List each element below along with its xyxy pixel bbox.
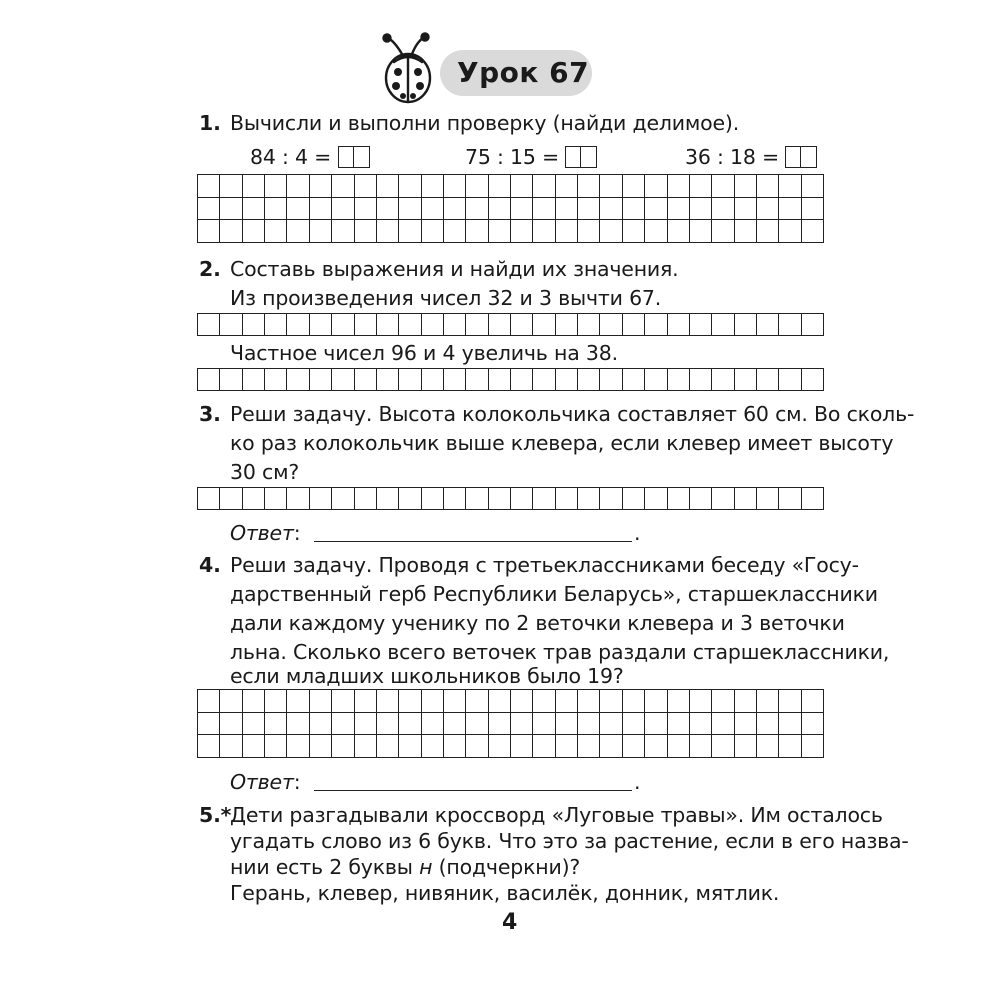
grid-cell[interactable] bbox=[355, 690, 377, 713]
grid-cell[interactable] bbox=[578, 713, 600, 736]
grid-cell[interactable] bbox=[623, 488, 645, 510]
grid-cell[interactable] bbox=[377, 198, 399, 221]
grid-cell[interactable] bbox=[355, 735, 377, 758]
grid-cell[interactable] bbox=[287, 369, 309, 391]
grid-cell[interactable] bbox=[511, 198, 533, 221]
grid-cell[interactable] bbox=[422, 369, 444, 391]
answer-box[interactable] bbox=[354, 146, 370, 168]
task3-line: Реши задачу. Высота колокольчика составляет 60 см. Во сколь- bbox=[230, 402, 915, 426]
grid-cell[interactable] bbox=[466, 369, 488, 391]
grid-cell[interactable] bbox=[735, 488, 757, 510]
grid-cell[interactable] bbox=[600, 369, 622, 391]
grid-cell[interactable] bbox=[489, 314, 511, 336]
grid-cell[interactable] bbox=[735, 220, 757, 243]
grid-cell[interactable] bbox=[399, 198, 421, 221]
task1-text: Вычисли и выполни проверку (найди делимое). bbox=[230, 111, 740, 135]
grid-cell[interactable] bbox=[355, 220, 377, 243]
grid-cell[interactable] bbox=[802, 198, 824, 221]
grid-cell[interactable] bbox=[332, 314, 354, 336]
grid-cell[interactable] bbox=[690, 314, 712, 336]
grid-cell[interactable] bbox=[377, 488, 399, 510]
grid-cell[interactable] bbox=[377, 175, 399, 198]
task2-line1: Из произведения чисел 32 и 3 вычти 67. bbox=[230, 286, 662, 310]
grid-cell[interactable] bbox=[556, 735, 578, 758]
grid-cell[interactable] bbox=[220, 735, 242, 758]
grid-cell[interactable] bbox=[757, 220, 779, 243]
grid-cell[interactable] bbox=[377, 314, 399, 336]
grid-cell[interactable] bbox=[422, 488, 444, 510]
grid-cell[interactable] bbox=[668, 713, 690, 736]
grid-cell[interactable] bbox=[600, 713, 622, 736]
grid-cell[interactable] bbox=[332, 220, 354, 243]
task3-line: ко раз колокольчик выше клевера, если клевер имеет высоту bbox=[230, 431, 894, 455]
grid-cell[interactable] bbox=[623, 735, 645, 758]
grid-cell[interactable] bbox=[220, 369, 242, 391]
grid-cell[interactable] bbox=[399, 175, 421, 198]
grid-cell[interactable] bbox=[444, 369, 466, 391]
grid-cell[interactable] bbox=[422, 198, 444, 221]
task4-line: Реши задачу. Проводя с третьеклассниками беседу «Госу- bbox=[230, 553, 859, 577]
grid-cell[interactable] bbox=[802, 735, 824, 758]
grid-cell[interactable] bbox=[690, 220, 712, 243]
grid-cell[interactable] bbox=[668, 314, 690, 336]
grid-cell[interactable] bbox=[578, 369, 600, 391]
task4-grid[interactable] bbox=[197, 689, 824, 758]
grid-cell[interactable] bbox=[690, 488, 712, 510]
grid-cell[interactable] bbox=[220, 713, 242, 736]
grid-cell[interactable] bbox=[444, 690, 466, 713]
grid-cell[interactable] bbox=[645, 735, 667, 758]
grid-cell[interactable] bbox=[533, 314, 555, 336]
grid-cell[interactable] bbox=[511, 488, 533, 510]
grid-cell[interactable] bbox=[757, 314, 779, 336]
task4-number: 4. bbox=[199, 553, 221, 577]
grid-cell[interactable] bbox=[556, 713, 578, 736]
grid-cell[interactable] bbox=[287, 198, 309, 221]
task2-text: Составь выражения и найди их значения. bbox=[230, 257, 679, 281]
task5-line1: Дети разгадывали кроссворд «Луговые травы». Им осталось bbox=[230, 803, 883, 827]
answer-box[interactable] bbox=[801, 146, 817, 168]
grid-cell[interactable] bbox=[310, 198, 332, 221]
grid-cell[interactable] bbox=[578, 314, 600, 336]
grid-cell[interactable] bbox=[466, 314, 488, 336]
grid-cell[interactable] bbox=[422, 735, 444, 758]
grid-cell[interactable] bbox=[399, 314, 421, 336]
page-number: 4 bbox=[502, 910, 518, 935]
grid-cell[interactable] bbox=[623, 175, 645, 198]
grid-cell[interactable] bbox=[399, 713, 421, 736]
grid-cell[interactable] bbox=[377, 735, 399, 758]
task4-line: если младших школьников было 19? bbox=[230, 664, 624, 688]
grid-cell[interactable] bbox=[444, 713, 466, 736]
grid-cell[interactable] bbox=[444, 220, 466, 243]
grid-cell[interactable] bbox=[444, 735, 466, 758]
grid-cell[interactable] bbox=[243, 690, 265, 713]
grid-cell[interactable] bbox=[668, 175, 690, 198]
grid-cell[interactable] bbox=[645, 314, 667, 336]
grid-cell[interactable] bbox=[466, 175, 488, 198]
grid-cell[interactable] bbox=[243, 220, 265, 243]
task3-answer-label: Ответ: bbox=[230, 521, 301, 545]
grid-cell[interactable] bbox=[310, 690, 332, 713]
grid-cell[interactable] bbox=[399, 488, 421, 510]
grid-cell[interactable] bbox=[265, 220, 287, 243]
grid-cell[interactable] bbox=[735, 690, 757, 713]
grid-cell[interactable] bbox=[466, 713, 488, 736]
grid-cell[interactable] bbox=[511, 735, 533, 758]
grid-cell[interactable] bbox=[466, 488, 488, 510]
task1-number: 1. bbox=[199, 111, 221, 135]
grid-cell[interactable] bbox=[757, 488, 779, 510]
task5-words[interactable]: Герань, клевер, нивяник, василёк, донник, мятлик. bbox=[230, 881, 780, 905]
grid-cell[interactable] bbox=[690, 690, 712, 713]
grid-cell[interactable] bbox=[265, 713, 287, 736]
grid-cell[interactable] bbox=[600, 175, 622, 198]
grid-cell[interactable] bbox=[757, 369, 779, 391]
task3-answer-line[interactable] bbox=[314, 541, 632, 542]
grid-cell[interactable] bbox=[198, 369, 220, 391]
grid-cell[interactable] bbox=[511, 220, 533, 243]
grid-cell[interactable] bbox=[690, 175, 712, 198]
grid-cell[interactable] bbox=[489, 175, 511, 198]
grid-cell[interactable] bbox=[779, 175, 801, 198]
task2-grid-2[interactable] bbox=[197, 368, 824, 391]
grid-cell[interactable] bbox=[310, 735, 332, 758]
grid-cell[interactable] bbox=[489, 488, 511, 510]
task4-answer-label: Ответ: bbox=[230, 770, 301, 794]
expression-3: 36 : 18 = bbox=[685, 142, 817, 172]
grid-cell[interactable] bbox=[198, 198, 220, 221]
grid-cell[interactable] bbox=[779, 690, 801, 713]
grid-cell[interactable] bbox=[712, 488, 734, 510]
grid-cell[interactable] bbox=[220, 488, 242, 510]
grid-cell[interactable] bbox=[690, 713, 712, 736]
grid-cell[interactable] bbox=[533, 713, 555, 736]
grid-cell[interactable] bbox=[600, 690, 622, 713]
grid-cell[interactable] bbox=[802, 488, 824, 510]
grid-cell[interactable] bbox=[645, 369, 667, 391]
grid-cell[interactable] bbox=[198, 690, 220, 713]
task3-answer-period: . bbox=[634, 521, 641, 545]
grid-cell[interactable] bbox=[310, 314, 332, 336]
grid-cell[interactable] bbox=[779, 220, 801, 243]
grid-cell[interactable] bbox=[511, 690, 533, 713]
ladybug-icon bbox=[378, 32, 440, 106]
grid-cell[interactable] bbox=[332, 735, 354, 758]
grid-cell[interactable] bbox=[735, 175, 757, 198]
grid-cell[interactable] bbox=[198, 314, 220, 336]
grid-cell[interactable] bbox=[287, 713, 309, 736]
grid-cell[interactable] bbox=[712, 198, 734, 221]
grid-cell[interactable] bbox=[220, 175, 242, 198]
grid-cell[interactable] bbox=[444, 198, 466, 221]
grid-cell[interactable] bbox=[422, 314, 444, 336]
grid-cell[interactable] bbox=[265, 369, 287, 391]
grid-cell[interactable] bbox=[802, 175, 824, 198]
grid-cell[interactable] bbox=[735, 314, 757, 336]
grid-cell[interactable] bbox=[198, 735, 220, 758]
grid-cell[interactable] bbox=[600, 735, 622, 758]
task4-line: льна. Сколько всего веточек трав раздали старшеклассники, bbox=[230, 640, 890, 664]
grid-cell[interactable] bbox=[198, 713, 220, 736]
grid-cell[interactable] bbox=[779, 735, 801, 758]
answer-box[interactable] bbox=[581, 146, 597, 168]
grid-cell[interactable] bbox=[399, 369, 421, 391]
grid-cell[interactable] bbox=[802, 690, 824, 713]
grid-cell[interactable] bbox=[779, 198, 801, 221]
grid-cell[interactable] bbox=[578, 175, 600, 198]
grid-cell[interactable] bbox=[355, 314, 377, 336]
grid-cell[interactable] bbox=[600, 488, 622, 510]
grid-cell[interactable] bbox=[265, 198, 287, 221]
grid-cell[interactable] bbox=[533, 175, 555, 198]
grid-cell[interactable] bbox=[287, 175, 309, 198]
grid-cell[interactable] bbox=[332, 488, 354, 510]
grid-cell[interactable] bbox=[377, 369, 399, 391]
grid-cell[interactable] bbox=[600, 314, 622, 336]
grid-cell[interactable] bbox=[712, 690, 734, 713]
task1-grid[interactable] bbox=[197, 174, 824, 243]
answer-box[interactable] bbox=[338, 146, 354, 168]
grid-cell[interactable] bbox=[489, 690, 511, 713]
grid-cell[interactable] bbox=[533, 488, 555, 510]
grid-cell[interactable] bbox=[198, 175, 220, 198]
grid-cell[interactable] bbox=[332, 713, 354, 736]
grid-cell[interactable] bbox=[466, 690, 488, 713]
grid-cell[interactable] bbox=[243, 735, 265, 758]
grid-cell[interactable] bbox=[310, 220, 332, 243]
grid-cell[interactable] bbox=[779, 488, 801, 510]
grid-cell[interactable] bbox=[802, 713, 824, 736]
grid-cell[interactable] bbox=[399, 735, 421, 758]
grid-cell[interactable] bbox=[287, 314, 309, 336]
grid-cell[interactable] bbox=[578, 220, 600, 243]
grid-cell[interactable] bbox=[556, 175, 578, 198]
grid-cell[interactable] bbox=[489, 220, 511, 243]
grid-cell[interactable] bbox=[265, 175, 287, 198]
grid-cell[interactable] bbox=[712, 175, 734, 198]
grid-cell[interactable] bbox=[757, 690, 779, 713]
grid-cell[interactable] bbox=[757, 175, 779, 198]
grid-cell[interactable] bbox=[332, 690, 354, 713]
grid-cell[interactable] bbox=[623, 314, 645, 336]
grid-cell[interactable] bbox=[422, 690, 444, 713]
lesson-title: Урок 67 bbox=[457, 56, 590, 89]
grid-cell[interactable] bbox=[444, 488, 466, 510]
grid-cell[interactable] bbox=[377, 690, 399, 713]
task3-line: 30 см? bbox=[230, 460, 300, 484]
grid-cell[interactable] bbox=[287, 488, 309, 510]
grid-cell[interactable] bbox=[556, 314, 578, 336]
grid-cell[interactable] bbox=[310, 369, 332, 391]
grid-cell[interactable] bbox=[511, 713, 533, 736]
grid-cell[interactable] bbox=[712, 713, 734, 736]
grid-cell[interactable] bbox=[220, 690, 242, 713]
grid-cell[interactable] bbox=[623, 198, 645, 221]
grid-cell[interactable] bbox=[355, 198, 377, 221]
grid-cell[interactable] bbox=[533, 690, 555, 713]
grid-cell[interactable] bbox=[198, 220, 220, 243]
grid-cell[interactable] bbox=[735, 735, 757, 758]
grid-cell[interactable] bbox=[422, 175, 444, 198]
grid-cell[interactable] bbox=[489, 713, 511, 736]
grid-cell[interactable] bbox=[690, 198, 712, 221]
grid-cell[interactable] bbox=[623, 220, 645, 243]
grid-cell[interactable] bbox=[511, 175, 533, 198]
grid-cell[interactable] bbox=[645, 175, 667, 198]
grid-cell[interactable] bbox=[757, 198, 779, 221]
grid-cell[interactable] bbox=[243, 314, 265, 336]
grid-cell[interactable] bbox=[735, 198, 757, 221]
grid-cell[interactable] bbox=[533, 220, 555, 243]
task3-number: 3. bbox=[199, 402, 221, 426]
expression-2: 75 : 15 = bbox=[465, 142, 597, 172]
grid-cell[interactable] bbox=[287, 220, 309, 243]
grid-cell[interactable] bbox=[690, 369, 712, 391]
grid-cell[interactable] bbox=[668, 198, 690, 221]
task4-line: дали каждому ученику по 2 веточки клевера и 3 веточки bbox=[230, 611, 845, 635]
grid-cell[interactable] bbox=[332, 369, 354, 391]
grid-cell[interactable] bbox=[265, 735, 287, 758]
grid-cell[interactable] bbox=[779, 314, 801, 336]
grid-cell[interactable] bbox=[645, 690, 667, 713]
grid-cell[interactable] bbox=[690, 735, 712, 758]
grid-cell[interactable] bbox=[220, 314, 242, 336]
grid-cell[interactable] bbox=[511, 314, 533, 336]
grid-cell[interactable] bbox=[757, 735, 779, 758]
grid-cell[interactable] bbox=[310, 175, 332, 198]
grid-cell[interactable] bbox=[779, 369, 801, 391]
grid-cell[interactable] bbox=[243, 488, 265, 510]
grid-cell[interactable] bbox=[645, 220, 667, 243]
grid-cell[interactable] bbox=[712, 220, 734, 243]
answer-box[interactable] bbox=[565, 146, 581, 168]
grid-cell[interactable] bbox=[668, 369, 690, 391]
grid-cell[interactable] bbox=[489, 369, 511, 391]
grid-cell[interactable] bbox=[802, 220, 824, 243]
grid-cell[interactable] bbox=[735, 369, 757, 391]
grid-cell[interactable] bbox=[623, 713, 645, 736]
grid-cell[interactable] bbox=[287, 690, 309, 713]
grid-cell[interactable] bbox=[712, 735, 734, 758]
grid-cell[interactable] bbox=[377, 220, 399, 243]
grid-cell[interactable] bbox=[422, 713, 444, 736]
grid-cell[interactable] bbox=[399, 220, 421, 243]
grid-cell[interactable] bbox=[220, 198, 242, 221]
grid-cell[interactable] bbox=[645, 198, 667, 221]
task2-grid-1[interactable] bbox=[197, 313, 824, 336]
grid-cell[interactable] bbox=[779, 713, 801, 736]
grid-cell[interactable] bbox=[556, 488, 578, 510]
grid-cell[interactable] bbox=[287, 735, 309, 758]
grid-cell[interactable] bbox=[668, 220, 690, 243]
grid-cell[interactable] bbox=[735, 713, 757, 736]
grid-cell[interactable] bbox=[645, 488, 667, 510]
task4-answer-line[interactable] bbox=[314, 790, 632, 791]
task2-line2: Частное чисел 96 и 4 увеличь на 38. bbox=[230, 341, 618, 365]
grid-cell[interactable] bbox=[355, 713, 377, 736]
grid-cell[interactable] bbox=[444, 175, 466, 198]
grid-cell[interactable] bbox=[243, 369, 265, 391]
grid-cell[interactable] bbox=[377, 713, 399, 736]
grid-cell[interactable] bbox=[645, 713, 667, 736]
grid-cell[interactable] bbox=[578, 735, 600, 758]
grid-cell[interactable] bbox=[489, 198, 511, 221]
grid-cell[interactable] bbox=[466, 198, 488, 221]
grid-cell[interactable] bbox=[600, 220, 622, 243]
grid-cell[interactable] bbox=[243, 713, 265, 736]
grid-cell[interactable] bbox=[265, 690, 287, 713]
grid-cell[interactable] bbox=[422, 220, 444, 243]
grid-cell[interactable] bbox=[668, 735, 690, 758]
grid-cell[interactable] bbox=[466, 220, 488, 243]
grid-cell[interactable] bbox=[511, 369, 533, 391]
task4-line: дарственный герб Республики Беларусь», старшеклассники bbox=[230, 582, 878, 606]
task3-grid[interactable] bbox=[197, 487, 824, 510]
grid-cell[interactable] bbox=[556, 369, 578, 391]
grid-cell[interactable] bbox=[600, 198, 622, 221]
grid-cell[interactable] bbox=[198, 488, 220, 510]
answer-box[interactable] bbox=[785, 146, 801, 168]
grid-cell[interactable] bbox=[243, 198, 265, 221]
grid-cell[interactable] bbox=[556, 690, 578, 713]
grid-cell[interactable] bbox=[265, 488, 287, 510]
grid-cell[interactable] bbox=[712, 369, 734, 391]
grid-cell[interactable] bbox=[668, 690, 690, 713]
grid-cell[interactable] bbox=[533, 735, 555, 758]
grid-cell[interactable] bbox=[265, 314, 287, 336]
grid-cell[interactable] bbox=[623, 369, 645, 391]
grid-cell[interactable] bbox=[220, 220, 242, 243]
grid-cell[interactable] bbox=[332, 198, 354, 221]
grid-cell[interactable] bbox=[757, 713, 779, 736]
grid-cell[interactable] bbox=[668, 488, 690, 510]
grid-cell[interactable] bbox=[310, 488, 332, 510]
grid-cell[interactable] bbox=[444, 314, 466, 336]
grid-cell[interactable] bbox=[355, 175, 377, 198]
grid-cell[interactable] bbox=[489, 735, 511, 758]
grid-cell[interactable] bbox=[399, 690, 421, 713]
grid-cell[interactable] bbox=[578, 198, 600, 221]
grid-cell[interactable] bbox=[712, 314, 734, 336]
task5-line3: нии есть 2 буквы н (подчеркни)? bbox=[230, 855, 581, 879]
grid-cell[interactable] bbox=[802, 369, 824, 391]
grid-cell[interactable] bbox=[332, 175, 354, 198]
grid-cell[interactable] bbox=[556, 198, 578, 221]
grid-cell[interactable] bbox=[243, 175, 265, 198]
task4-answer-period: . bbox=[634, 770, 641, 794]
task2-number: 2. bbox=[199, 257, 221, 281]
task5-number: 5.* bbox=[199, 803, 232, 827]
grid-cell[interactable] bbox=[310, 713, 332, 736]
grid-cell[interactable] bbox=[578, 488, 600, 510]
grid-cell[interactable] bbox=[802, 314, 824, 336]
grid-cell[interactable] bbox=[533, 369, 555, 391]
grid-cell[interactable] bbox=[533, 198, 555, 221]
grid-cell[interactable] bbox=[355, 488, 377, 510]
grid-cell[interactable] bbox=[623, 690, 645, 713]
grid-cell[interactable] bbox=[355, 369, 377, 391]
grid-cell[interactable] bbox=[556, 220, 578, 243]
grid-cell[interactable] bbox=[466, 735, 488, 758]
task5-line2: угадать слово из 6 букв. Что это за растение, если в его назва- bbox=[230, 829, 909, 853]
expression-1: 84 : 4 = bbox=[250, 142, 370, 172]
grid-cell[interactable] bbox=[578, 690, 600, 713]
